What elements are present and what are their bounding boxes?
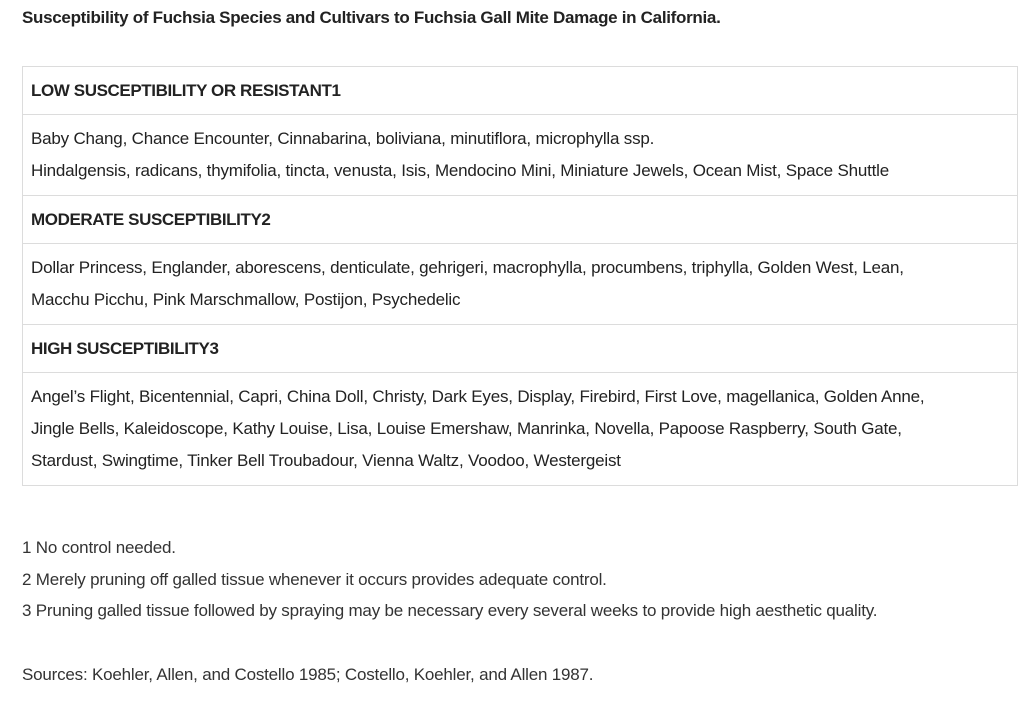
cultivar-line: Macchu Picchu, Pink Marschmallow, Postijon, Psychedelic — [31, 290, 461, 309]
low-susceptibility-heading: LOW SUSCEPTIBILITY OR RESISTANT1 — [23, 67, 1018, 115]
table-row-high-body — [23, 373, 1018, 486]
footnote-3: 3 Pruning galled tissue followed by spraying may be necessary every several weeks to provide high aesthetic quality. — [22, 601, 878, 620]
footnote-2: 2 Merely pruning off galled tissue whenever it occurs provides adequate control. — [22, 569, 607, 589]
table-row-low-body — [23, 115, 1018, 196]
table-caption: Susceptibility of Fuchsia Species and Cultivars to Fuchsia Gall Mite Damage in California. — [22, 8, 721, 27]
sources-line: Sources: Koehler, Allen, and Costello 1985; Costello, Koehler, and Allen 1987. — [22, 665, 594, 684]
high-susceptibility-cultivars — [23, 373, 1018, 486]
susceptibility-table — [22, 66, 1018, 486]
table-row-moderate-body — [23, 244, 1018, 325]
cultivar-line: Stardust, Swingtime, Tinker Bell Troubadour, Vienna Waltz, Voodoo, Westergeist — [31, 451, 621, 470]
cultivar-line: Hindalgensis, radicans, thymifolia, tincta, venusta, Isis, Mendocino Mini, Miniature Jewels, Ocean Mist, Space Shuttle — [31, 161, 889, 180]
cultivar-line: Dollar Princess, Englander, aborescens, denticulate, gehrigeri, macrophylla, procumbens, triphylla, Golden West, Lean, — [31, 258, 904, 277]
table-row-moderate-heading — [23, 196, 1018, 244]
table-row-high-heading — [23, 325, 1018, 373]
moderate-susceptibility-heading: MODERATE SUSCEPTIBILITY2 — [23, 196, 1018, 244]
footnotes — [22, 532, 877, 627]
cultivar-line: Jingle Bells, Kaleidoscope, Kathy Louise, Lisa, Louise Emershaw, Manrinka, Novella, Papoose Raspberry, South Gate, — [31, 419, 902, 438]
high-susceptibility-heading: HIGH SUSCEPTIBILITY3 — [23, 325, 1018, 373]
low-susceptibility-cultivars — [23, 115, 1018, 196]
footnote-1: 1 No control needed. — [22, 538, 176, 557]
table-row-low-heading — [23, 67, 1018, 115]
moderate-susceptibility-cultivars — [23, 244, 1018, 325]
cultivar-line: Baby Chang, Chance Encounter, Cinnabarina, boliviana, minutiflora, microphylla ssp. — [31, 129, 655, 148]
cultivar-line: Angel’s Flight, Bicentennial, Capri, China Doll, Christy, Dark Eyes, Display, Firebird, First Love, magellanica, Golden Anne, — [31, 387, 925, 406]
